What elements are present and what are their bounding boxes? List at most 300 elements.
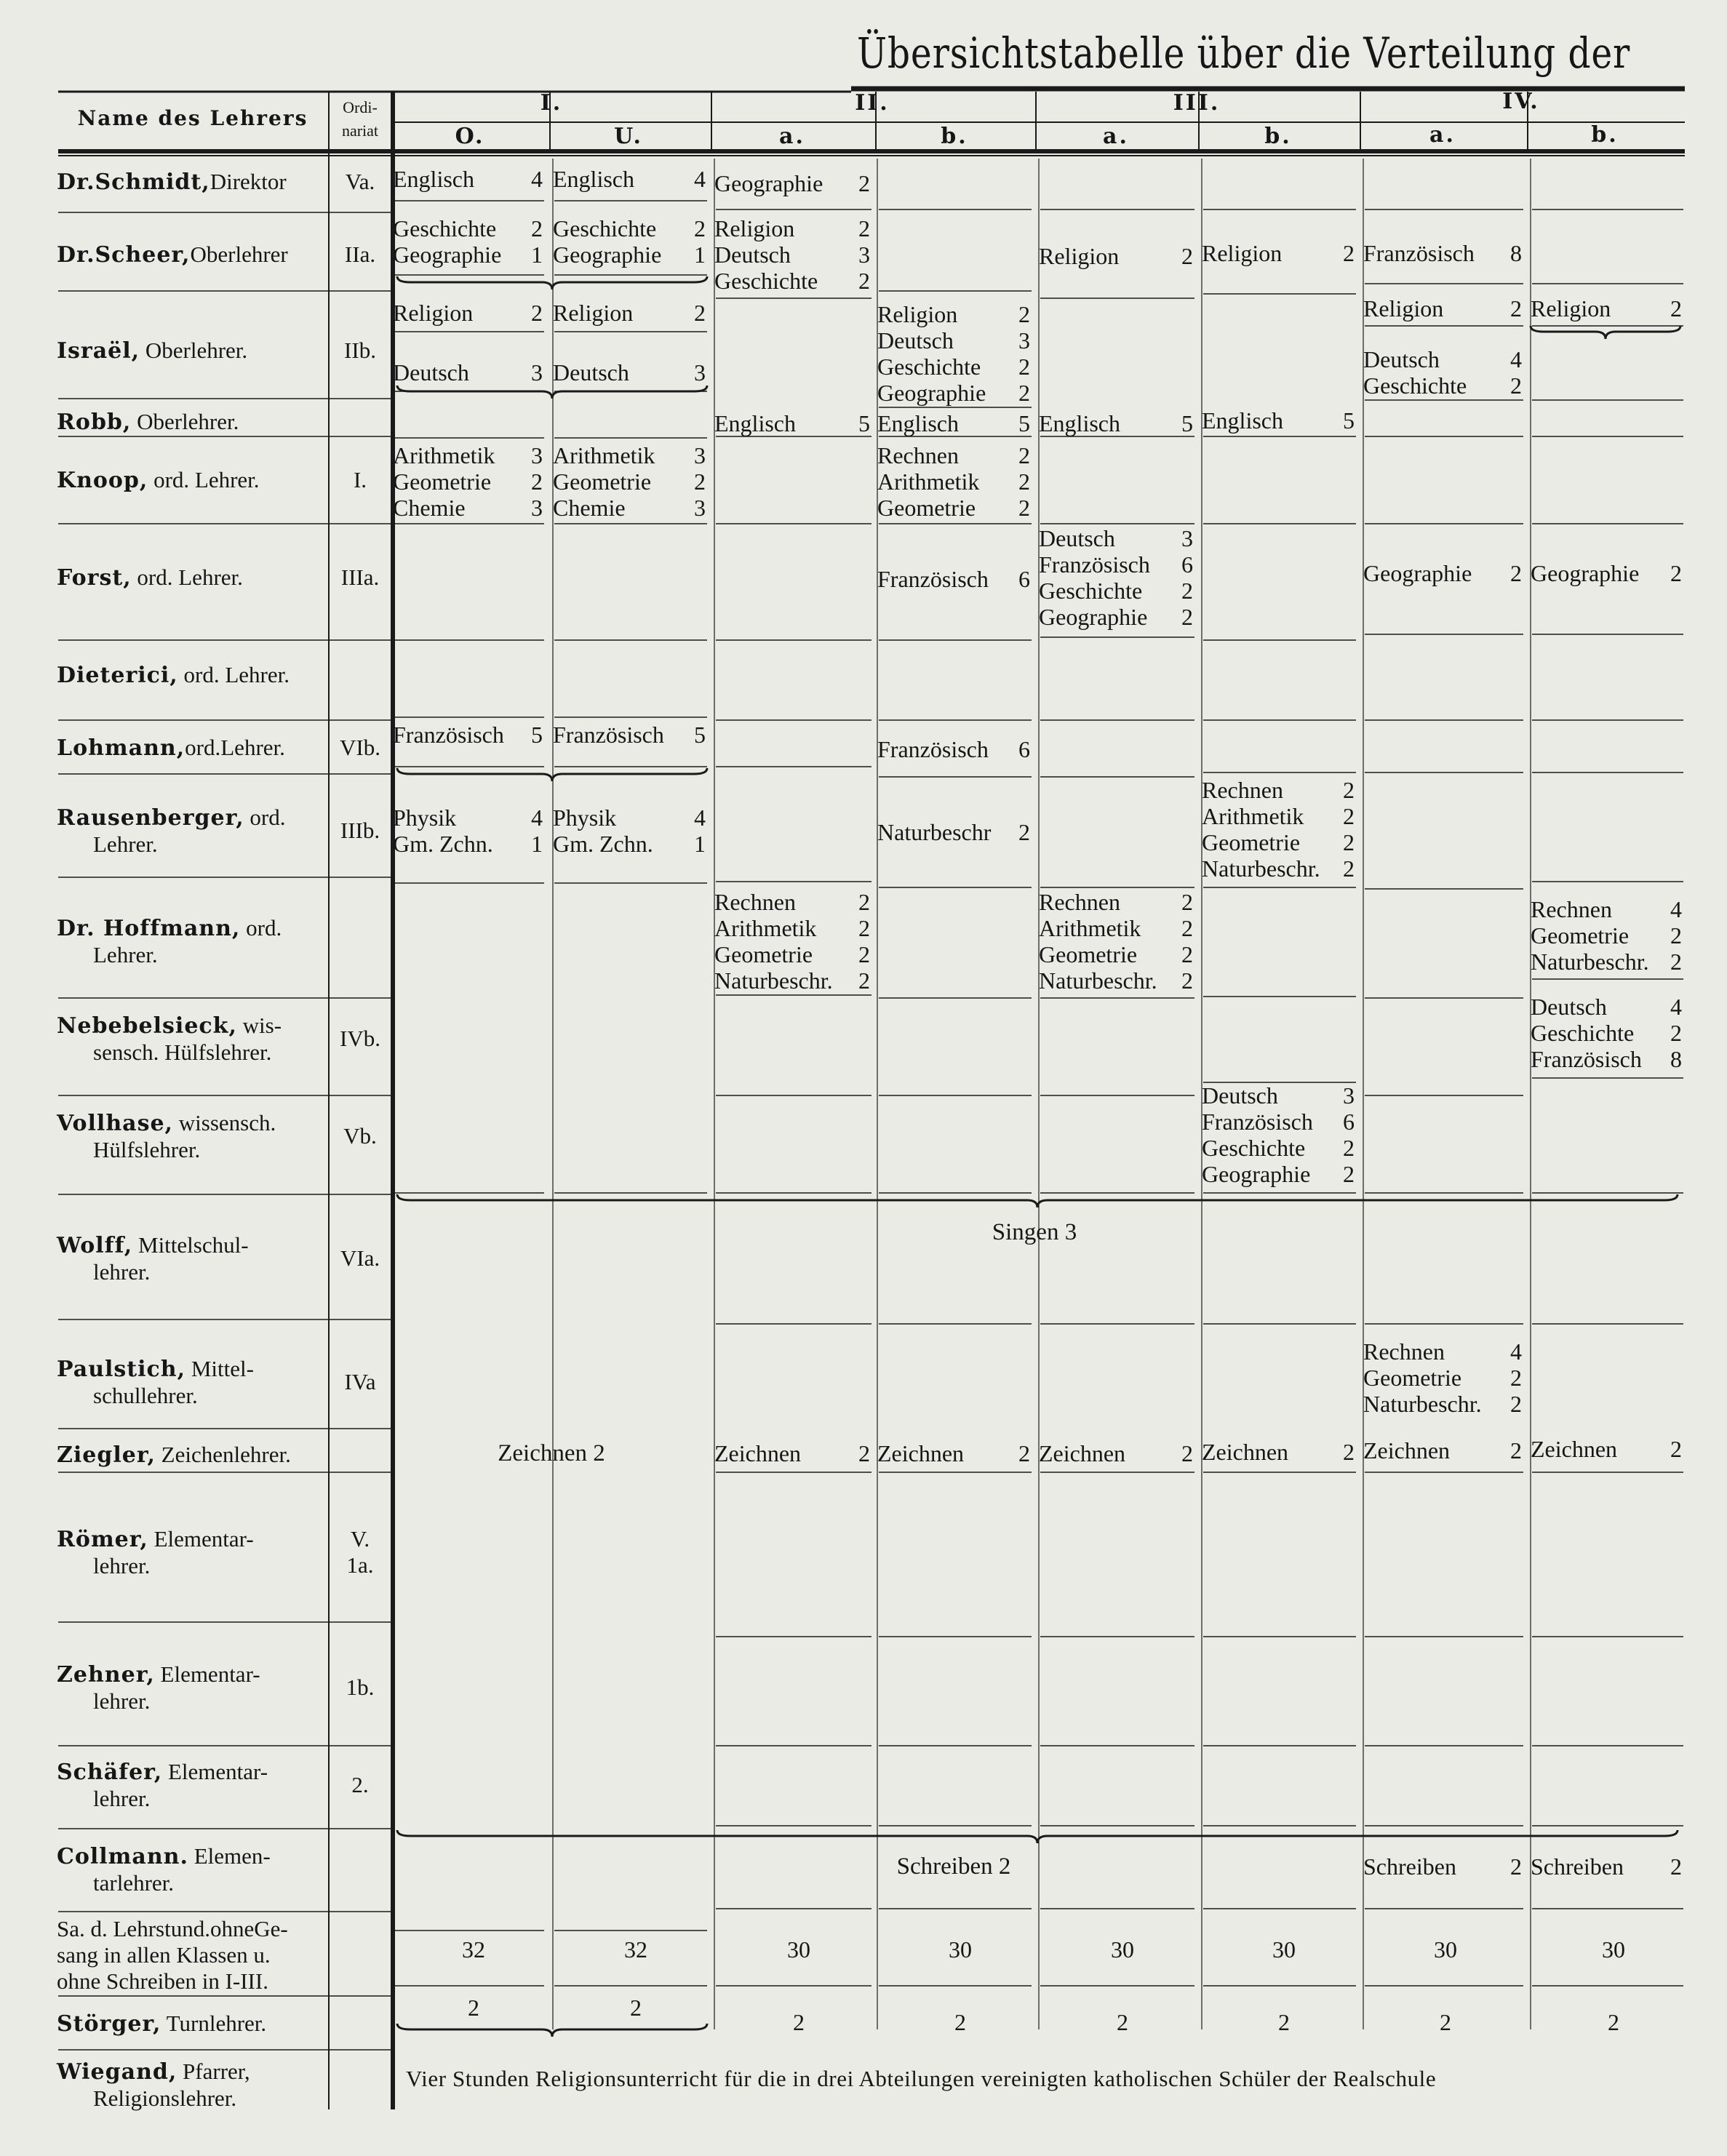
- teacher-scheer: Dr.Scheer,Oberlehrer: [57, 241, 288, 268]
- total-IU: 32: [624, 1936, 647, 1963]
- subject-entry: [553, 804, 707, 831]
- cell-lohmann-IO: [393, 720, 544, 749]
- subject-name: Geometrie: [1531, 922, 1630, 949]
- cell-hoffmann-IIa: [714, 889, 872, 994]
- subject-entry: [1531, 1020, 1683, 1046]
- subject-name: Rechnen: [1202, 777, 1283, 803]
- subject-name: Französisch: [1202, 1109, 1313, 1135]
- brace-lohmann-I: [397, 768, 707, 781]
- subject-name: Naturbeschr.: [714, 967, 833, 994]
- subject-name: Geschichte: [1202, 1135, 1306, 1161]
- brace-singen: [397, 1194, 1678, 1207]
- subject-entry: [714, 941, 872, 967]
- stoerger-IIa: 2: [793, 2009, 805, 2035]
- subject-name: Rechnen: [1039, 889, 1120, 915]
- subject-name: Geometrie: [714, 941, 813, 967]
- subject-entry: [1363, 1853, 1523, 1880]
- subject-name: Zeichnen: [1202, 1439, 1289, 1465]
- subject-entry: [1039, 915, 1194, 941]
- subject-hours: 1: [531, 241, 543, 268]
- subject-entry: [1363, 240, 1523, 266]
- teacher-stoerger: Störger, Turnlehrer.: [57, 2011, 267, 2037]
- subject-hours: 2: [1510, 1437, 1522, 1464]
- teacher-forst: Forst, ord. Lehrer.: [57, 564, 243, 591]
- subject-hours: 2: [694, 215, 706, 241]
- subject-name: Zeichnen: [1531, 1436, 1618, 1462]
- ordinariat-schmidt: Va.: [345, 169, 375, 194]
- subject-name: Naturbeschr.: [1531, 949, 1649, 975]
- cell-israel-IO_a: [393, 298, 544, 327]
- subject-hours: 6: [1018, 736, 1030, 762]
- subject-name: Geschichte: [553, 215, 657, 241]
- subject-name: Deutsch: [877, 327, 954, 354]
- cell-israel-IVb_a: [1531, 294, 1683, 323]
- header-sub-IIIb: b.: [1264, 124, 1292, 149]
- header-name-col: Name des Lehrers: [77, 106, 308, 130]
- subject-hours: 2: [531, 468, 543, 495]
- subject-hours: 2: [858, 170, 870, 196]
- subject-hours: 5: [858, 410, 870, 436]
- subject-name: Französisch: [393, 722, 504, 748]
- ordinariat-wolff: VIa.: [340, 1245, 380, 1271]
- cell-scheer-IIa: [714, 215, 872, 294]
- subject-hours: 2: [1018, 301, 1030, 327]
- subject-entry: [1202, 1135, 1356, 1161]
- subject-name: Englisch: [553, 166, 634, 192]
- subject-entry: [1202, 829, 1356, 855]
- header-sub-IIb: b.: [941, 124, 968, 149]
- subject-hours: 2: [1343, 1161, 1355, 1187]
- teacher-paulstich: Paulstich, Mittel- schullehrer.: [57, 1356, 254, 1408]
- subject-hours: 2: [1670, 560, 1682, 586]
- ordinariat-zehner: 1b.: [346, 1674, 375, 1700]
- cell-scheer-IIIb: [1202, 237, 1356, 269]
- subject-name: Französisch: [553, 722, 664, 748]
- total-IO: 32: [462, 1936, 485, 1963]
- page-title: Übersichtstabelle über die Verteilung der: [857, 28, 1631, 78]
- cell-israel-IVa_a: [1363, 294, 1523, 323]
- subject-name: Deutsch: [393, 359, 469, 386]
- subject-entry: [714, 410, 872, 436]
- subject-entry: [1039, 889, 1194, 915]
- cell-collmann-IVb: [1531, 1852, 1683, 1881]
- subject-hours: 2: [858, 915, 870, 941]
- ordinariat-knoop: I.: [353, 467, 367, 492]
- subject-name: Religion: [714, 215, 795, 241]
- subject-name: Zeichnen: [877, 1440, 965, 1466]
- cell-knoop-IO: [393, 442, 544, 521]
- subject-entry: [1202, 1082, 1356, 1109]
- teacher-schaefer: Schäfer, Elementar- lehrer.: [57, 1759, 268, 1811]
- subject-hours: 2: [1018, 819, 1030, 845]
- subject-entry: [393, 722, 544, 748]
- ordinariat-roemer: V. 1a.: [346, 1526, 374, 1578]
- subject-hours: 2: [1343, 777, 1355, 803]
- cell-ziegler-IIa: [714, 1439, 872, 1468]
- summary-label: Sa. d. Lehrstund.ohneGe- sang in allen Klassen u. ohne Schreiben in I-III.: [57, 1916, 288, 1994]
- subject-name: Gm. Zchn.: [393, 831, 493, 857]
- subject-entry: [1531, 896, 1683, 922]
- subject-name: Geographie: [393, 241, 502, 268]
- subject-name: Geographie: [714, 170, 823, 196]
- teacher-roemer: Römer, Elementar- lehrer.: [57, 1526, 254, 1578]
- subject-hours: 6: [1181, 551, 1193, 578]
- subject-hours: 2: [858, 967, 870, 994]
- subject-entry: [877, 301, 1032, 327]
- subject-name: Geometrie: [877, 495, 976, 521]
- cell-scheer-IVa: [1363, 237, 1523, 269]
- teacher-dieterici: Dieterici, ord. Lehrer.: [57, 662, 290, 688]
- cell-hoffmann-IIIa: [1039, 889, 1194, 994]
- subject-name: Französisch: [1039, 551, 1150, 578]
- subject-name: Geometrie: [393, 468, 492, 495]
- header-class-I: I.: [540, 90, 563, 116]
- subject-hours: 2: [1343, 803, 1355, 829]
- subject-hours: 2: [694, 468, 706, 495]
- subject-name: Geschichte: [1531, 1020, 1635, 1046]
- subject-name: Englisch: [393, 166, 474, 192]
- cell-schmidt-IU: [553, 163, 707, 195]
- subject-name: Schreiben: [1531, 1853, 1624, 1880]
- subject-entry: [877, 354, 1032, 380]
- subject-name: Rechnen: [714, 889, 796, 915]
- stoerger-IIIb: 2: [1278, 2009, 1290, 2035]
- teacher-lohmann: Lohmann,ord.Lehrer.: [57, 735, 285, 761]
- subject-hours: 2: [1181, 967, 1193, 994]
- header-sub-IO: O.: [455, 124, 485, 149]
- subject-name: Rechnen: [1363, 1338, 1445, 1365]
- cell-israel-IVa_b: [1363, 346, 1523, 399]
- teacher-schmidt: Dr.Schmidt,Direktor: [57, 169, 287, 195]
- subject-name: Geometrie: [1202, 829, 1301, 855]
- cell-rausenberger-IO: [393, 804, 544, 857]
- subject-name: Deutsch: [1202, 1082, 1278, 1109]
- subject-name: Schreiben: [1363, 1853, 1456, 1880]
- subject-name: Geschichte: [393, 215, 497, 241]
- subject-name: Arithmetik: [877, 468, 980, 495]
- teacher-knoop: Knoop, ord. Lehrer.: [57, 467, 260, 493]
- subject-hours: 4: [1670, 896, 1682, 922]
- subject-entry: [877, 1440, 1032, 1466]
- cell-israel-IU_a: [553, 298, 707, 327]
- subject-hours: 2: [1181, 604, 1193, 630]
- teacher-wiegand: Wiegand, Pfarrer, Religionslehrer.: [57, 2059, 250, 2111]
- cell-robb-IIb: [877, 409, 1032, 438]
- cell-robb-IIIa: [1039, 409, 1194, 438]
- subject-hours: 4: [1510, 346, 1522, 372]
- subject-entry: [1202, 855, 1356, 882]
- subject-name: Naturbeschr.: [1202, 855, 1320, 882]
- brace-schreiben: [397, 1830, 1678, 1843]
- subject-entry: [1531, 949, 1683, 975]
- teacher-collmann: Collmann. Elemen- tarlehrer.: [57, 1843, 271, 1896]
- subject-name: Geometrie: [553, 468, 652, 495]
- subject-hours: 4: [694, 804, 706, 831]
- subject-entry: [553, 241, 707, 268]
- cell-forst-IVb: [1531, 559, 1683, 588]
- subject-entry: [714, 1440, 872, 1466]
- ordinariat-schaefer: 2.: [351, 1772, 369, 1797]
- subject-name: Naturbeschr.: [1039, 967, 1157, 994]
- subject-name: Geographie: [1202, 1161, 1311, 1187]
- subject-hours: 4: [531, 166, 543, 192]
- cell-schmidt-IIa: [714, 167, 872, 199]
- subject-name: Englisch: [1039, 410, 1120, 436]
- teacher-robb: Robb, Oberlehrer.: [57, 409, 239, 435]
- subject-name: Französisch: [877, 566, 989, 592]
- subject-entry: [1531, 560, 1683, 586]
- subject-hours: 2: [1510, 372, 1522, 399]
- subject-name: Religion: [393, 300, 474, 326]
- subject-entry: [1363, 372, 1523, 399]
- cell-rausenberger-IIb: [877, 818, 1032, 847]
- subject-hours: 3: [694, 442, 706, 468]
- subject-entry: [1363, 1365, 1523, 1391]
- subject-name: Arithmetik: [1202, 803, 1304, 829]
- subject-name: Französisch: [877, 736, 989, 762]
- subject-hours: 2: [1670, 922, 1682, 949]
- cell-israel-IO_b: [393, 358, 544, 387]
- header-ordinariat-1: Ordi-: [343, 98, 378, 116]
- subject-hours: 3: [858, 241, 870, 268]
- subject-entry: [1363, 1338, 1523, 1365]
- subject-name: Arithmetik: [714, 915, 817, 941]
- subject-hours: 2: [1018, 468, 1030, 495]
- teacher-wolff: Wolff, Mittelschul- lehrer.: [57, 1232, 249, 1285]
- ordinariat-paulstich: IVa: [344, 1369, 376, 1394]
- subject-entry: [1039, 243, 1194, 269]
- subject-hours: 5: [694, 722, 706, 748]
- cell-israel-IU_b: [553, 358, 707, 387]
- subject-entry: [877, 380, 1032, 406]
- subject-entry: [877, 736, 1032, 762]
- subject-hours: 5: [1343, 407, 1355, 434]
- stoerger-IIIa: 2: [1117, 2009, 1128, 2035]
- subject-hours: 4: [694, 166, 706, 192]
- cell-paulstich-IVa: [1363, 1338, 1523, 1417]
- teacher-vollhase: Vollhase, wissensch. Hülfslehrer.: [57, 1110, 276, 1162]
- ordinariat-forst: IIIa.: [340, 564, 380, 590]
- subject-entry: [1039, 941, 1194, 967]
- subject-hours: 2: [1670, 295, 1682, 322]
- subject-hours: 6: [1343, 1109, 1355, 1135]
- ordinariat-lohmann: VIb.: [340, 735, 380, 760]
- subject-name: Deutsch: [714, 241, 791, 268]
- subject-hours: 2: [531, 215, 543, 241]
- teacher-israel: Israël, Oberlehrer.: [57, 338, 248, 364]
- stoerger-IU: 2: [630, 1995, 642, 2021]
- subject-hours: 1: [531, 831, 543, 857]
- subject-hours: 2: [1510, 1391, 1522, 1417]
- ordinariat-scheer: IIa.: [344, 241, 376, 267]
- subject-entry: [1202, 803, 1356, 829]
- subject-hours: 2: [694, 300, 706, 326]
- subject-entry: [1363, 560, 1523, 586]
- cell-ziegler-IVb: [1531, 1434, 1683, 1464]
- subject-name: Religion: [1531, 295, 1611, 322]
- subject-hours: 2: [1343, 1135, 1355, 1161]
- subject-entry: [714, 889, 872, 915]
- subject-entry: [714, 215, 872, 241]
- subject-name: Französisch: [1531, 1046, 1642, 1072]
- cell-schmidt-IO: [393, 163, 544, 195]
- subject-entry: [393, 359, 544, 386]
- subject-entry: [1039, 578, 1194, 604]
- subject-entry: [1531, 295, 1683, 322]
- stoerger-IVb: 2: [1608, 2009, 1619, 2035]
- header-sub-IVb: b.: [1591, 122, 1619, 148]
- subject-entry: [1363, 1437, 1523, 1464]
- subject-name: Deutsch: [1039, 525, 1115, 551]
- subject-hours: 2: [1018, 495, 1030, 521]
- teacher-nebebelsieck: Nebebelsieck, wis- sensch. Hülfslehrer.: [57, 1013, 282, 1065]
- subject-entry: [877, 468, 1032, 495]
- subject-hours: 1: [694, 831, 706, 857]
- subject-name: Gm. Zchn.: [553, 831, 653, 857]
- subject-name: Religion: [1202, 240, 1283, 266]
- cell-forst-IIIa: [1039, 525, 1194, 630]
- brace-stoerger-I: [397, 2024, 707, 2037]
- subject-entry: [877, 495, 1032, 521]
- brace-israel-I: [397, 386, 707, 399]
- subject-hours: 5: [1018, 410, 1030, 436]
- subject-hours: 2: [1343, 1439, 1355, 1465]
- header-sub-IIa: a.: [779, 124, 805, 149]
- subject-entry: [1039, 551, 1194, 578]
- subject-hours: 2: [1343, 240, 1355, 266]
- wiegand-note: Vier Stunden Religionsunterricht für die in drei Abteilungen vereinigten katholischen Schüler der Realschule: [406, 2066, 1437, 2091]
- total-IIIa: 30: [1111, 1936, 1134, 1963]
- subject-name: Chemie: [553, 495, 626, 521]
- subject-name: Naturbeschr.: [1363, 1391, 1482, 1417]
- subject-entry: [1202, 777, 1356, 803]
- subject-entry: [553, 495, 707, 521]
- subject-hours: 2: [1181, 243, 1193, 269]
- total-IVa: 30: [1434, 1936, 1457, 1963]
- subject-name: Geschichte: [1363, 372, 1467, 399]
- subject-entry: [553, 468, 707, 495]
- subject-entry: [1531, 1046, 1683, 1072]
- subject-hours: 2: [858, 889, 870, 915]
- subject-name: Deutsch: [1363, 346, 1440, 372]
- subject-hours: 3: [531, 359, 543, 386]
- subject-entry: [1039, 410, 1194, 436]
- subject-entry: [1039, 967, 1194, 994]
- subject-entry: [1202, 1161, 1356, 1187]
- cell-hoffmann-IVb: [1531, 896, 1683, 975]
- subject-entry: [1202, 1439, 1356, 1465]
- subject-hours: 8: [1670, 1046, 1682, 1072]
- subject-hours: 3: [1181, 525, 1193, 551]
- subject-name: Französisch: [1363, 240, 1475, 266]
- cell-forst-IIb: [877, 564, 1032, 594]
- cell-robb-IIa: [714, 409, 872, 438]
- subject-name: Geometrie: [1039, 941, 1138, 967]
- cell-ziegler-IIb: [877, 1439, 1032, 1468]
- subject-entry: [1039, 604, 1194, 630]
- subject-hours: 2: [858, 941, 870, 967]
- subject-entry: [877, 819, 1032, 845]
- subject-name: Geschichte: [1039, 578, 1143, 604]
- subject-hours: 2: [1018, 1440, 1030, 1466]
- subject-entry: [553, 442, 707, 468]
- subject-hours: 1: [694, 241, 706, 268]
- subject-entry: [393, 804, 544, 831]
- cell-lohmann-IIb: [877, 735, 1032, 764]
- subject-hours: 6: [1018, 566, 1030, 592]
- subject-hours: 2: [1018, 354, 1030, 380]
- subject-name: Geographie: [1039, 604, 1148, 630]
- subject-name: Englisch: [877, 410, 959, 436]
- subject-hours: 3: [531, 442, 543, 468]
- cell-forst-IVa: [1363, 559, 1523, 588]
- subject-name: Naturbeschr: [877, 819, 992, 845]
- ordinariat-rausenberger: IIIb.: [340, 818, 380, 843]
- subject-hours: 2: [1181, 889, 1193, 915]
- subject-entry: [553, 166, 707, 192]
- teacher-rausenberger: Rausenberger, ord. Lehrer.: [57, 804, 286, 857]
- subject-hours: 3: [531, 495, 543, 521]
- header-sub-IVa: a.: [1429, 122, 1456, 148]
- cell-scheer-IU: [553, 215, 707, 268]
- cell-scheer-IIIa: [1039, 240, 1194, 272]
- subject-entry: [877, 566, 1032, 592]
- subject-hours: 2: [1510, 1365, 1522, 1391]
- subject-name: Zeichnen: [1363, 1437, 1451, 1464]
- subject-name: Geschichte: [877, 354, 981, 380]
- cell-robb-IIIb: [1202, 406, 1356, 435]
- subject-name: Religion: [1363, 295, 1444, 322]
- subject-name: Englisch: [1202, 407, 1283, 434]
- cell-rausenberger-IIIb: [1202, 777, 1356, 882]
- cell-ziegler-IIIb: [1202, 1437, 1356, 1466]
- total-IIb: 30: [949, 1936, 972, 1963]
- ordinariat-israel: IIb.: [344, 338, 376, 363]
- subject-name: Geschichte: [714, 268, 818, 294]
- subject-hours: 5: [531, 722, 543, 748]
- subject-name: Deutsch: [553, 359, 629, 386]
- subject-entry: [393, 215, 544, 241]
- subject-entry: [553, 359, 707, 386]
- total-IIa: 30: [787, 1936, 810, 1963]
- subject-entry: [1363, 295, 1523, 322]
- subject-name: Geographie: [1531, 560, 1640, 586]
- subject-entry: [714, 268, 872, 294]
- subject-entry: [877, 327, 1032, 354]
- subject-entry: [1202, 407, 1356, 434]
- stoerger-IIb: 2: [954, 2009, 966, 2035]
- cell-vollhase-IIIb: [1202, 1082, 1356, 1187]
- subject-entry: [393, 442, 544, 468]
- subject-hours: 2: [1510, 1853, 1522, 1880]
- subject-hours: 2: [858, 1440, 870, 1466]
- subject-entry: [393, 468, 544, 495]
- subject-name: Deutsch: [1531, 994, 1607, 1020]
- teacher-ziegler: Ziegler, Zeichenlehrer.: [57, 1442, 291, 1468]
- subject-hours: 2: [1018, 380, 1030, 406]
- subject-hours: 2: [858, 215, 870, 241]
- subject-name: Physik: [393, 804, 457, 831]
- cell-rausenberger-IU: [553, 804, 707, 857]
- subject-name: Englisch: [714, 410, 796, 436]
- stoerger-IO: 2: [468, 1995, 479, 2021]
- teacher-hoffmann: Dr. Hoffmann, ord. Lehrer.: [57, 915, 282, 967]
- subject-entry: [714, 170, 872, 196]
- subject-hours: 2: [1343, 829, 1355, 855]
- subject-name: Religion: [553, 300, 634, 326]
- subject-hours: 2: [1181, 915, 1193, 941]
- subject-hours: 2: [1670, 1436, 1682, 1462]
